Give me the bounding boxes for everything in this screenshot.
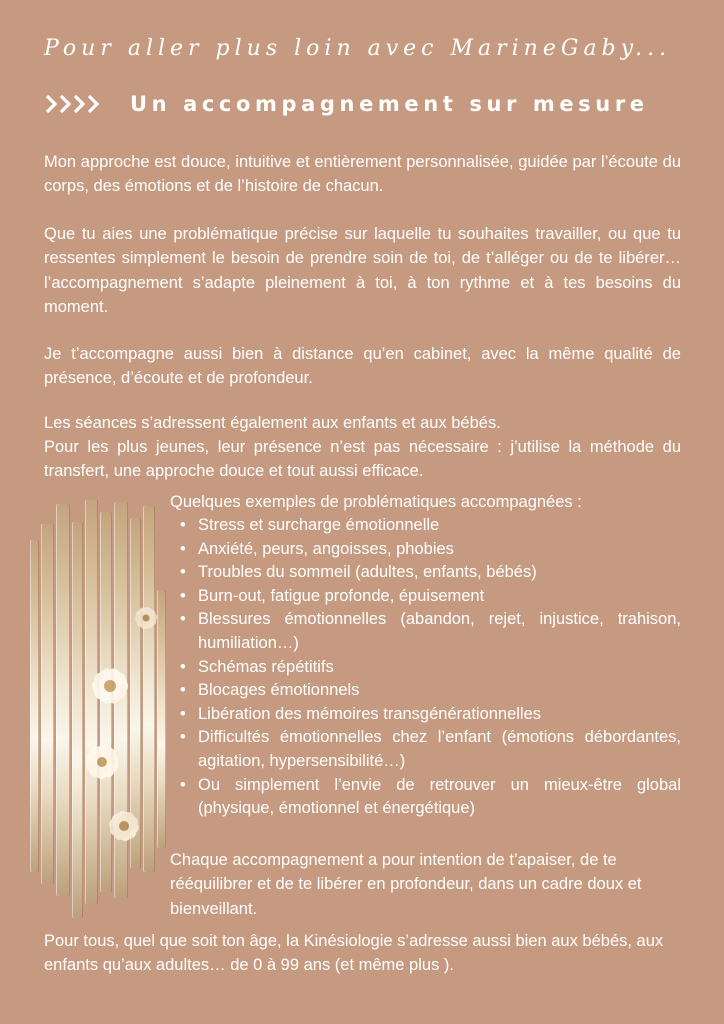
intro-paragraph-3: Je t’accompagne aussi bien à distance qu’en cabinet, avec la même qualité de présence, d’écoute et de profondeur. bbox=[44, 345, 681, 388]
final-paragraph: Pour tous, quel que soit ton âge, la Kinésiologie s’adresse aussi bien aux bébés, aux enfants qu’aux adultes… de 0 à 99 ans (et même plus ). bbox=[44, 932, 664, 975]
intro-paragraph-4a: Les séances s’adressent également aux enfants et aux bébés. bbox=[44, 414, 501, 432]
examples-title: Quelques exemples de problématiques accompagnées : bbox=[170, 493, 582, 511]
list-item: • Libération des mémoires transgénérationnelles bbox=[198, 703, 681, 727]
list-item: • Burn-out, fatigue profonde, épuisement bbox=[198, 585, 681, 609]
list-item: • Anxiété, peurs, angoisses, phobies bbox=[198, 538, 681, 562]
list-item: • Ou simplement l’envie de retrouver un mieux-être global (physique, émotionnel et énergétique) bbox=[198, 774, 681, 821]
examples-list-block bbox=[170, 490, 681, 821]
section-heading: Un accompagnement sur mesure bbox=[130, 92, 649, 116]
list-item: • Stress et surcharge émotionnelle bbox=[198, 514, 681, 538]
blossom-flowers-icon bbox=[28, 500, 170, 920]
list-item: • Schémas répétitifs bbox=[198, 656, 681, 680]
examples-list bbox=[170, 514, 681, 821]
list-item: • Blessures émotionnelles (abandon, rejet, injustice, trahison, humiliation…) bbox=[198, 608, 681, 655]
cherry-blossom-image bbox=[28, 500, 170, 920]
list-item: • Difficultés émotionnelles chez l’enfant (émotions débordantes, agitation, hypersensibilité…) bbox=[198, 726, 681, 773]
intro-paragraph-1: Mon approche est douce, intuitive et entièrement personnalisée, guidée par l’écoute du corps, des émotions et de l’histoire de chacun. bbox=[44, 153, 681, 196]
section-heading-row bbox=[44, 92, 684, 116]
list-item: • Blocages émotionnels bbox=[198, 679, 681, 703]
chevron-arrows-icon bbox=[44, 93, 108, 115]
list-item: • Troubles du sommeil (adultes, enfants, bébés) bbox=[198, 561, 681, 585]
page-subtitle: Pour aller plus loin avec MarineGaby... bbox=[44, 36, 672, 61]
intro-paragraph-4b: Pour les plus jeunes, leur présence n’est pas nécessaire : j’utilise la méthode du transfert, une approche douce et tout aussi efficace. bbox=[44, 438, 681, 481]
closing-paragraph: Chaque accompagnement a pour intention de t’apaiser, de te rééquilibrer et de te libérer en profondeur, dans un cadre doux et bienveillant. bbox=[170, 851, 642, 918]
intro-paragraph-2: Que tu aies une problématique précise sur laquelle tu souhaites travailler, ou que tu ressentes simplement le besoin de prendre soin de toi, de t’alléger ou de te libérer… l’accompagnement s’adapte pleinement à toi, à ton rythme et à tes besoins du moment. bbox=[44, 225, 681, 317]
